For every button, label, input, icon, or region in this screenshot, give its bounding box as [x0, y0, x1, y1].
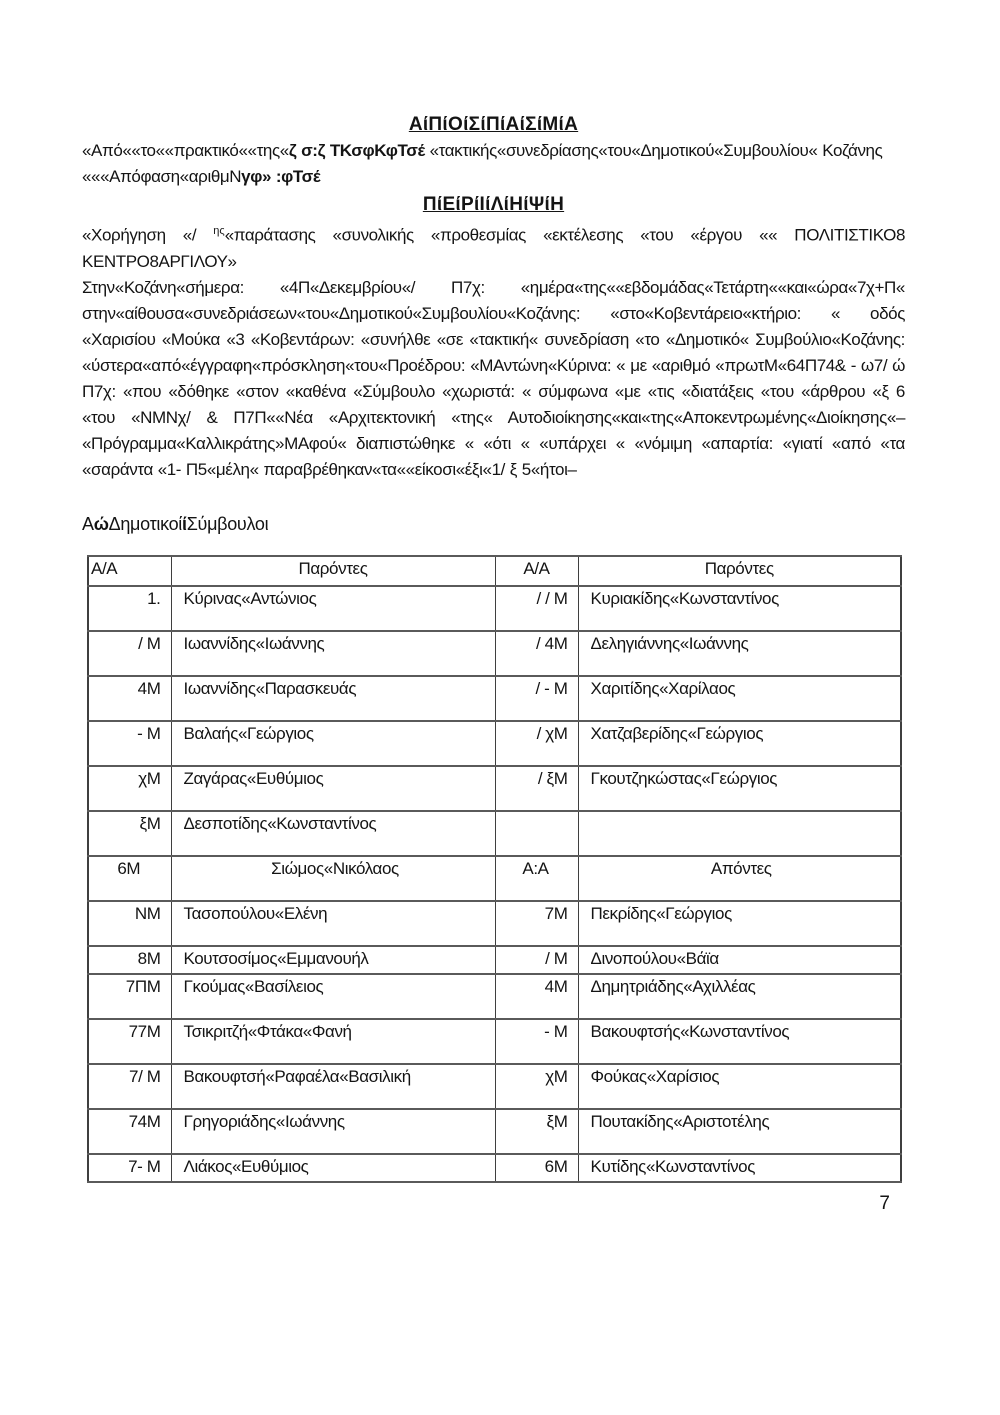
row-index-cell: / - Μ — [495, 676, 578, 721]
table-row — [88, 901, 901, 946]
row-index-cell: 7Μ — [495, 901, 578, 946]
member-name-cell: Δεληγιάννης«Ιωάννης — [578, 631, 901, 676]
row-index-cell: ξΜ — [495, 1109, 578, 1154]
table-row — [88, 1064, 901, 1109]
table-row — [88, 766, 901, 811]
header-present-right: Παρόντες — [578, 556, 901, 586]
table-row — [88, 631, 901, 676]
table-row — [88, 586, 901, 631]
row-index-cell: / 4Μ — [495, 631, 578, 676]
document-title-text: ΑίΠίΟίΣίΠίΑίΣίΜίΑ — [408, 114, 579, 135]
decision-number-value: γφ» :φΤσέ — [241, 167, 321, 186]
member-name-cell: Ζαγάρας«Ευθύμιος — [171, 766, 495, 811]
row-index-cell: - Μ — [88, 721, 171, 766]
header-aa-left: Α/Α — [88, 556, 171, 586]
paragraph-subject-superscript: ης — [213, 225, 225, 237]
paragraph-subject — [82, 218, 905, 275]
table-row — [88, 1019, 901, 1064]
member-name-cell: Ιωαννίδης«Παρασκευάς — [171, 676, 495, 721]
row-index-cell: 77Μ — [88, 1019, 171, 1064]
row-index-cell: / ξΜ — [495, 766, 578, 811]
row-index-cell: χΜ — [88, 766, 171, 811]
member-name-cell: Γκουτζηκώστας«Γεώργιος — [578, 766, 901, 811]
section-heading-p5: Σύμβουλοι — [186, 513, 269, 534]
table-row-absent-header — [88, 856, 901, 901]
paragraph-intro-part3: «τακτικής«συνεδρίασης«του«Δημοτικού«Συμβουλίου« Κοζάνης — [424, 141, 883, 160]
page-number: 7 — [879, 1192, 890, 1214]
row-index-cell: 6Μ — [495, 1154, 578, 1182]
member-name-cell: Γρηγοριάδης«Ιωάννης — [171, 1109, 495, 1154]
table-row — [88, 1109, 901, 1154]
row-index-cell — [495, 811, 578, 856]
member-name-cell: Χαριτίδης«Χαρίλαος — [578, 676, 901, 721]
table-row — [88, 1154, 901, 1182]
paragraph-subject-part2: «παράτασης «συνολικής «προθεσμίας «εκτέλεσης «του «έργου «« ΠΟΛΙΤΙΣΤΙΚΟ8 ΚΕΝΤΡΟ8ΑΡΓΙΛΟΥ» — [82, 225, 905, 271]
decision-number-label: «««Απόφαση«αριθμΝ — [82, 167, 242, 186]
header-present-left: Παρόντες — [171, 556, 495, 586]
table-row — [88, 676, 901, 721]
row-index-cell: 6Μ — [88, 856, 171, 901]
row-index-cell: χΜ — [495, 1064, 578, 1109]
member-name-cell: Κυτίδης«Κωνσταντίνος — [578, 1154, 901, 1182]
row-index-cell: 8Μ — [88, 946, 171, 974]
document-subtitle-text: ΠίΕίΡίΙίΛίΗίΨίΗ — [422, 194, 565, 215]
section-heading-council-members — [82, 511, 905, 537]
table-row — [88, 946, 901, 974]
row-index-cell: 1. — [88, 586, 171, 631]
member-name-cell: Κουτσοσίμος«Εμμανουήλ — [171, 946, 495, 974]
paragraph-decision-number — [82, 164, 905, 190]
row-index-cell: ξΜ — [88, 811, 171, 856]
table-row — [88, 811, 901, 856]
member-name-cell: Φούκας«Χαρίσιος — [578, 1064, 901, 1109]
absent-aa-header-cell: Α:Α — [495, 856, 578, 901]
table-header-row — [88, 556, 901, 586]
paragraph-intro-session-number: ζ σ:ζ ΤΚσφΚφΤσέ — [288, 141, 425, 160]
row-index-cell: 4Μ — [495, 974, 578, 1019]
row-index-cell: / Μ — [495, 946, 578, 974]
row-index-cell: 7/ Μ — [88, 1064, 171, 1109]
row-index-cell: - Μ — [495, 1019, 578, 1064]
member-name-cell: Πουτακίδης«Αριστοτέλης — [578, 1109, 901, 1154]
member-name-cell: Λιάκος«Ευθύμιος — [171, 1154, 495, 1182]
member-name-cell: Δινοπούλου«Βάϊα — [578, 946, 901, 974]
member-name-cell: Τασοπούλου«Ελένη — [171, 901, 495, 946]
member-name-cell: Γκούμας«Βασίλειος — [171, 974, 495, 1019]
section-heading-p1: Α — [82, 513, 94, 534]
absent-header-cell: Απόντες — [578, 856, 901, 901]
member-name-cell: Βακουφτσής«Κωνσταντίνος — [578, 1019, 901, 1064]
member-name-cell: Χατζαβερίδης«Γεώργιος — [578, 721, 901, 766]
row-index-cell: 4Μ — [88, 676, 171, 721]
row-index-cell: 7ΠΜ — [88, 974, 171, 1019]
row-index-cell: 7- Μ — [88, 1154, 171, 1182]
council-members-table — [87, 555, 902, 1183]
paragraph-subject-part1: «Χορήγηση «/ — [82, 225, 214, 245]
row-index-cell: 74Μ — [88, 1109, 171, 1154]
member-name-cell: Βακουφτσή«Ραφαέλα«Βασιλική — [171, 1064, 495, 1109]
section-heading-p4: ί — [182, 513, 187, 534]
member-name-cell: Κυριακίδης«Κωνσταντίνος — [578, 586, 901, 631]
member-name-cell: Ιωαννίδης«Ιωάννης — [171, 631, 495, 676]
row-index-cell: / / Μ — [495, 586, 578, 631]
member-name-cell: Τσικριτζή«Φτάκα«Φανή — [171, 1019, 495, 1064]
row-index-cell: ΝΜ — [88, 901, 171, 946]
document-title — [82, 112, 905, 138]
document-subtitle — [82, 192, 905, 218]
member-name-cell: Βαλαής«Γεώργιος — [171, 721, 495, 766]
member-name-cell: Πεκρίδης«Γεώργιος — [578, 901, 901, 946]
table-row — [88, 721, 901, 766]
table-header — [88, 556, 901, 586]
paragraph-intro — [82, 138, 905, 164]
member-name-cell: Δημητριάδης«Αχιλλέας — [578, 974, 901, 1019]
header-aa-right: Α/Α — [495, 556, 578, 586]
paragraph-session-details: Στην«Κοζάνη«σήμερα: «4Π«Δεκεμβρίου«/ Π7χ: «ημέρα«της««εβδομάδας«Τετάρτη««και«ώρα«7χ+Π« στην«αίθουσα«συνεδριάσεων«του«Δημοτικού«Συμβουλίου«Κοζάνης: «στο«Κοβεντάρειο«κτήριο: « οδός «Χαρισίου «Μούκα «3 «Κοβεντάρων: «συνήλθε «σε «τακτική« συνεδρίαση «το «Δημοτικό« Συμβούλιο«Κοζάνης: «ύστερα«από«έγγραφη«πρόσκληση«του«Προέδρου: «ΜΑντώνη«Κύρινα: « με «αριθμό «πρωτΜ«64Π74& - ω7/ ώ Π7χ: «που «δόθηκε «στον «καθένα «Σύμβουλο «χωριστά: « σύμφωνα «με «τις «διατάξεις «του «άρθρου «ξ 6 «του «ΝΜΝχ/ & Π7Π««Νέα «Αρχιτεκτονική «της« Αυτοδιοίκησης«και«της«Αποκεντρωμένης«Διοίκησης«– «Πρόγραμμα«Καλλικράτης»ΜΑφού« διαπιστώθηκε « «ότι « «υπάρχει « «νόμιμη «απαρτία: «γιατί «από «τα «σαράντα «1- Π5«μέλη« παραβρέθηκαν«τα««είκοσι«έξι«1/ ξ 5«ήτοι– — [82, 277, 905, 479]
table-row — [88, 974, 901, 1019]
row-index-cell: / Μ — [88, 631, 171, 676]
member-name-cell: Δεσποτίδης«Κωνσταντίνος — [171, 811, 495, 856]
member-name-cell — [578, 811, 901, 856]
row-index-cell: / χΜ — [495, 721, 578, 766]
member-name-cell: Σιώμος«Νικόλαος — [171, 856, 495, 901]
section-heading-p2: ώ — [93, 513, 109, 534]
section-heading-p3: Δημοτικοί — [108, 513, 182, 534]
member-name-cell: Κύρινας«Αντώνιος — [171, 586, 495, 631]
table-body — [88, 586, 901, 1182]
paragraph-intro-part1: «Από««το««πρακτικό««της« — [82, 141, 289, 160]
